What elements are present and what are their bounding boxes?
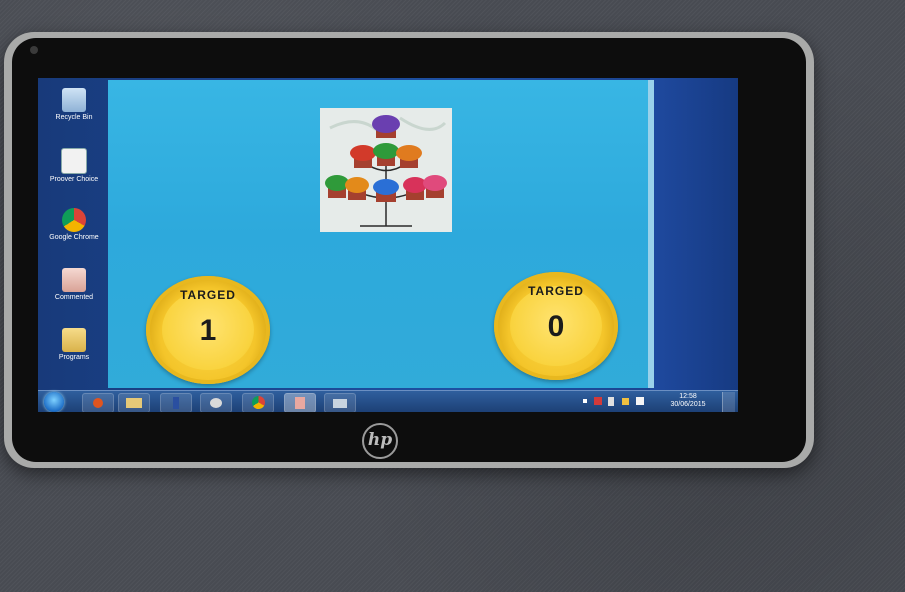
app-icon <box>62 268 86 292</box>
targed-coin-right[interactable] <box>494 272 618 380</box>
show-hidden-icons-icon[interactable] <box>583 399 587 403</box>
clock-time: 12:58 <box>679 393 697 400</box>
start-button-icon[interactable] <box>44 392 64 412</box>
folder-icon <box>62 328 86 352</box>
targed-app-icon[interactable] <box>284 393 316 412</box>
coin-count: 1 <box>199 314 217 347</box>
document-icon <box>61 148 87 174</box>
taskbar-clock[interactable] <box>662 393 714 409</box>
desktop-icon-label: Programs <box>58 354 90 361</box>
front-camera <box>30 46 38 54</box>
desktop-icon-google-chrome[interactable] <box>44 208 104 242</box>
desktop-icon-proover-choice[interactable] <box>44 148 104 184</box>
volume-icon[interactable] <box>636 397 644 405</box>
desktop-background-right <box>650 78 738 390</box>
tablet-screen <box>38 78 738 412</box>
file-explorer-icon[interactable] <box>118 393 150 412</box>
chrome-icon <box>62 208 86 232</box>
recycle-bin-icon <box>62 88 86 112</box>
desktop-icon-recycle-bin[interactable] <box>44 88 104 122</box>
battery-icon[interactable] <box>608 397 614 406</box>
desktop-icon-label: Google Chrome <box>49 234 99 241</box>
coin-count: 0 <box>547 310 565 343</box>
network-icon[interactable] <box>622 398 629 405</box>
coin-label: TARGED <box>528 284 584 298</box>
desktop-icon-label: Proover Choice <box>49 176 99 183</box>
chrome-icon[interactable] <box>242 393 274 412</box>
desktop-icon-programs[interactable] <box>44 328 104 362</box>
targed-coin-left[interactable] <box>146 276 270 384</box>
action-center-icon[interactable] <box>594 397 602 405</box>
cupcake-stand-picture <box>320 108 452 232</box>
desktop-icon-label: Recycle Bin <box>55 114 93 121</box>
app-icon[interactable] <box>160 393 192 412</box>
paint-icon[interactable] <box>200 393 232 412</box>
taskbar <box>38 390 738 412</box>
hp-logo: hp <box>362 423 398 459</box>
coin-label: TARGED <box>180 288 236 302</box>
clock-date: 30/06/2015 <box>670 401 706 408</box>
desktop-icon-commented[interactable] <box>44 268 104 302</box>
show-desktop-button[interactable] <box>722 392 735 412</box>
media-player-icon[interactable] <box>82 393 114 412</box>
desktop-icon-label: Commented <box>54 294 94 301</box>
printer-icon[interactable] <box>324 393 356 412</box>
cupcakes-image[interactable] <box>320 108 452 232</box>
targed-app-window <box>108 80 654 388</box>
